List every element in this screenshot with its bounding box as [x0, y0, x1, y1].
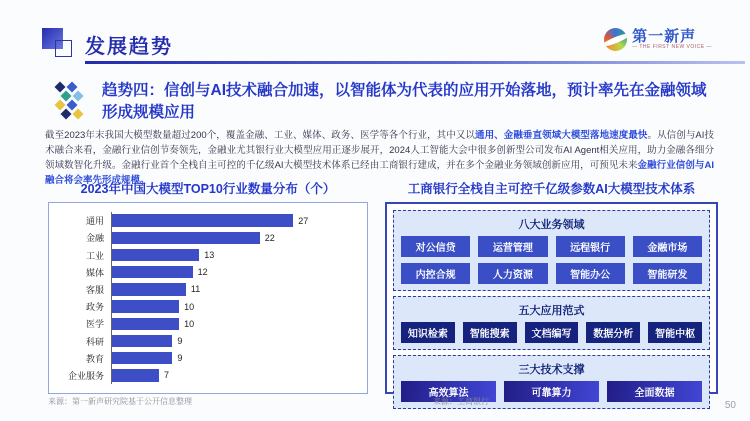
- framework-item: 文档编写: [525, 322, 579, 343]
- framework-section: [393, 296, 710, 350]
- bar-value-label: 10: [184, 301, 195, 312]
- bar-row: [55, 229, 357, 246]
- bar: [112, 335, 172, 348]
- brand-name: 第一新声: [632, 27, 697, 45]
- bar-value-label: 22: [264, 232, 275, 243]
- bar-track: [111, 298, 357, 315]
- bar-value-label: 7: [164, 370, 170, 381]
- bar-track: [111, 315, 357, 332]
- bar-row: [55, 281, 357, 298]
- header-squares-icon: [42, 28, 76, 62]
- bar-category-label: 金融: [85, 233, 104, 244]
- framework-title: 工商银行全栈自主可控千亿级参数AI大模型技术体系: [407, 182, 696, 196]
- framework-item: 运营管理: [478, 236, 547, 257]
- highlighted-text: 金融行业信创与AI融合将会率先形成规模。: [45, 160, 714, 186]
- bar-row: [55, 212, 357, 229]
- framework-source: 来源：工商银行: [433, 397, 489, 406]
- bar-track: [111, 332, 357, 349]
- bar: [112, 249, 199, 262]
- framework-item: 全面数据: [607, 381, 702, 402]
- bar-track: [111, 264, 357, 281]
- framework-item: 智能中枢: [648, 322, 702, 343]
- chart-source: 来源：第一新声研究院基于公开信息整理: [48, 397, 192, 406]
- bar-row: [55, 367, 357, 384]
- bar-row: [55, 315, 357, 332]
- chart-title: 2023年中国大模型TOP10行业数量分布（个）: [80, 182, 336, 196]
- bar-track: [111, 212, 357, 229]
- framework-section: [393, 210, 710, 291]
- bar-chart-rows: [55, 212, 357, 384]
- brand-logo: [604, 28, 712, 51]
- header-square-outline: [55, 40, 72, 57]
- bar-value-label: 27: [298, 215, 309, 226]
- framework-item: 可靠算力: [504, 381, 599, 402]
- framework-column: [385, 179, 718, 399]
- page-number: 50: [724, 400, 736, 411]
- bar-value-label: 11: [190, 284, 201, 295]
- bar-category-label: 媒体: [85, 267, 104, 278]
- bar-category-label: 医学: [85, 319, 104, 330]
- bar-value-label: 9: [177, 336, 183, 347]
- globe-logo-icon: [604, 28, 627, 51]
- bar-value-label: 10: [184, 318, 195, 329]
- bar-category-label: 客服: [85, 284, 104, 295]
- framework-item: 金融市场: [633, 236, 702, 257]
- plain-text: 。从信创与AI技术融合来看，金融行业信创节奏领先，金融业尤其银行业大模型应用正逐步展开，2024人工智能大会中很多创新型公司发布AI Agent相关应用，助力金融各细分领域数智化升级。金融行业首个全栈自主可控的千亿级AI大模型技术体系已经由工商银行建成，并在多个金融业务领域创新应用，可预见未来: [45, 130, 714, 171]
- framework-section-heading: 八大业务领域: [518, 219, 585, 231]
- bar: [112, 232, 260, 245]
- framework-item: 智能搜索: [463, 322, 517, 343]
- brand-logo-texts: [632, 29, 712, 51]
- bar: [112, 300, 179, 313]
- trend-title: 趋势四：信创与AI技术融合加速，以智能体为代表的应用开始落地，预计率先在金融领域形成规模应用: [102, 82, 707, 122]
- bar-track: [111, 281, 357, 298]
- bar-category-label: 政务: [85, 302, 104, 313]
- bar-row: [55, 298, 357, 315]
- bar: [112, 369, 159, 382]
- diamond-cluster-icon: [52, 80, 92, 124]
- framework-item: 智能办公: [556, 263, 625, 284]
- bar-row: [55, 350, 357, 367]
- page-title: 发展趋势: [85, 36, 173, 58]
- framework-item: 内控合规: [401, 263, 470, 284]
- highlighted-text: 通用、金融垂直领域大模型落地速度最快: [475, 130, 648, 141]
- plain-text: 截至2023年末我国大模型数量超过200个，覆盖金融、工业、媒体、政务、医学等各个行业，其中又以: [45, 130, 476, 141]
- brand-tagline: — THE FIRST NEW VOICE —: [632, 44, 712, 50]
- bar-row: [55, 332, 357, 349]
- bar-track: [111, 246, 357, 263]
- framework-box: [385, 202, 718, 399]
- bar-row: [55, 264, 357, 281]
- framework-grid: [401, 236, 702, 284]
- bar-chart: [48, 202, 368, 394]
- bar: [112, 266, 193, 279]
- framework-item: 对公信贷: [401, 236, 470, 257]
- bar-row: [55, 246, 357, 263]
- framework-item: 知识检索: [401, 322, 455, 343]
- bar-category-label: 企业服务: [67, 370, 104, 381]
- framework-item: 数据分析: [586, 322, 640, 343]
- bar-category-label: 科研: [85, 336, 104, 347]
- bar-track: [111, 350, 357, 367]
- framework-item: 智能研发: [633, 263, 702, 284]
- bar-category-label: 通用: [85, 216, 104, 227]
- bar-category-label: 教育: [85, 353, 104, 364]
- bar-value-label: 9: [177, 353, 183, 364]
- bar: [112, 283, 186, 296]
- bar: [112, 352, 172, 365]
- trend-heading-block: [52, 80, 714, 125]
- framework-grid: [401, 322, 702, 343]
- framework-item: 人力资源: [478, 263, 547, 284]
- header-divider: [85, 61, 745, 64]
- framework-section-heading: 三大技术支撑: [518, 364, 585, 376]
- chart-column: [48, 179, 368, 394]
- bar-track: [111, 229, 357, 246]
- bar: [112, 318, 179, 331]
- bar: [112, 214, 293, 227]
- framework-item: 高效算法: [401, 381, 496, 402]
- header: [42, 28, 712, 62]
- framework-section-heading: 五大应用范式: [518, 305, 585, 317]
- main-content: [48, 179, 718, 399]
- bar-value-label: 12: [197, 267, 208, 278]
- framework-item: 远程银行: [556, 236, 625, 257]
- bar-category-label: 工业: [85, 250, 104, 261]
- bar-value-label: 13: [204, 250, 215, 260]
- bar-track: [111, 367, 357, 384]
